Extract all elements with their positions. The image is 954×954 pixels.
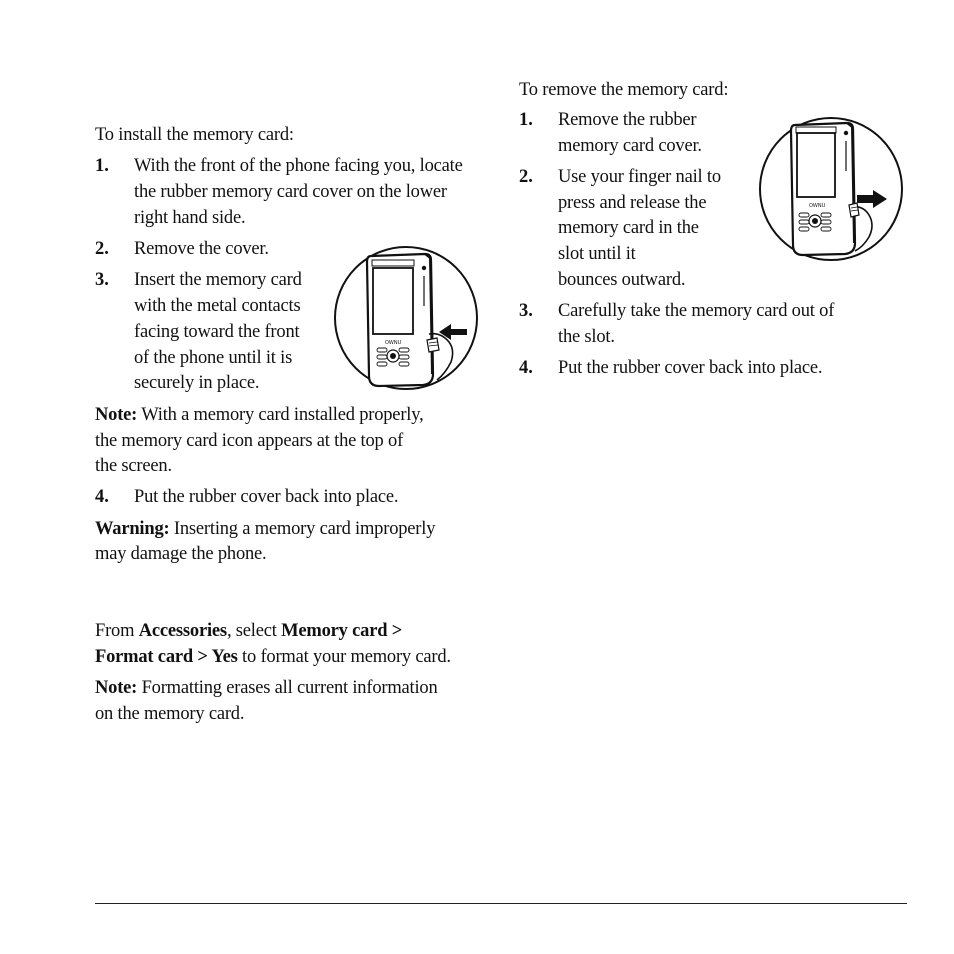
step-text-line: With the front of the phone facing you, locate <box>134 156 463 176</box>
warning-text: Inserting a memory card improperly <box>169 519 436 539</box>
note-label: Note: <box>95 405 138 425</box>
step-number: 1. <box>95 156 109 176</box>
footer-rule <box>95 903 907 904</box>
step-number: 4. <box>95 487 109 507</box>
step-text-line: Carefully take the memory card out of <box>558 301 835 321</box>
step-text-line: the rubber memory card cover on the lower <box>134 182 447 202</box>
install-intro: To install the memory card: <box>95 125 294 145</box>
step-text-line: Put the rubber cover back into place. <box>134 487 399 507</box>
warning-text-line: may damage the phone. <box>95 544 267 564</box>
step-text-line: Remove the cover. <box>134 239 269 259</box>
step-text-line: Use your finger nail to <box>558 167 721 187</box>
install-note <box>95 403 424 429</box>
step-text-line: memory card in the <box>558 218 699 238</box>
step-number: 1. <box>519 110 533 130</box>
step-text-line: memory card cover. <box>558 136 702 156</box>
step-number: 4. <box>519 358 533 378</box>
step-text-line: with the metal contacts <box>134 296 301 316</box>
step-number: 2. <box>95 239 109 259</box>
step-text-line: press and release the <box>558 193 707 213</box>
note-text-line: on the memory card. <box>95 704 245 724</box>
step-text-line: slot until it <box>558 244 636 264</box>
step-text-line: facing toward the front <box>134 322 300 342</box>
menu-format-card-yes: Format card > Yes <box>95 647 238 667</box>
step-text-line: securely in place. <box>134 373 260 393</box>
phone-insert-card-illustration <box>333 246 481 392</box>
note-text: Formatting erases all current information <box>137 678 438 698</box>
format-note <box>95 676 438 702</box>
format-text: , select <box>226 621 282 641</box>
svg-text:OWNU: OWNU <box>809 203 826 209</box>
step-text-line: Insert the memory card <box>134 270 302 290</box>
step-text-line: Remove the rubber <box>558 110 697 130</box>
note-text-line: the memory card icon appears at the top of <box>95 431 404 451</box>
install-warning <box>95 517 435 543</box>
phone-remove-card-illustration <box>757 115 905 263</box>
step-text-line: Put the rubber cover back into place. <box>558 358 823 378</box>
format-instruction-line2 <box>95 645 451 671</box>
warning-label: Warning: <box>95 519 170 539</box>
note-label: Note: <box>95 678 138 698</box>
svg-text:OWNU: OWNU <box>385 340 402 346</box>
format-instruction <box>95 619 402 645</box>
step-text-line: bounces outward. <box>558 270 686 290</box>
menu-memory-card: Memory card > <box>281 621 403 641</box>
step-number: 2. <box>519 167 533 187</box>
step-text-line: right hand side. <box>134 208 246 228</box>
note-text-line: the screen. <box>95 456 172 476</box>
step-text-line: the slot. <box>558 327 615 347</box>
menu-accessories: Accessories <box>138 621 227 641</box>
step-text-line: of the phone until it is <box>134 348 293 368</box>
step-number: 3. <box>519 301 533 321</box>
remove-intro: To remove the memory card: <box>519 80 729 100</box>
format-text: to format your memory card. <box>237 647 451 667</box>
step-number: 3. <box>95 270 109 290</box>
note-text: With a memory card installed properly, <box>137 405 424 425</box>
format-text: From <box>95 621 139 641</box>
